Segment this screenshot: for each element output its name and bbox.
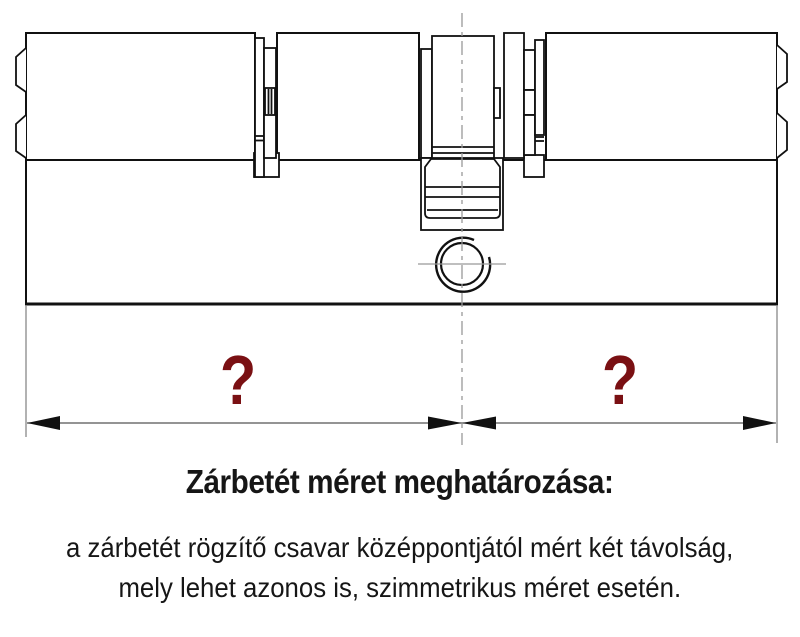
left-pin-divider bbox=[254, 38, 279, 177]
left-dimension-question-mark: ? bbox=[219, 341, 257, 419]
right-dimension-question-mark: ? bbox=[601, 341, 639, 419]
right-pin-divider bbox=[504, 33, 544, 177]
caption-line-1: a zárbetét rögzítő csavar középpontjától mért két távolság, bbox=[66, 532, 734, 563]
caption-description bbox=[0, 528, 800, 608]
caption-line-2: mely lehet azonos is, szimmetrikus méret esetén. bbox=[118, 572, 682, 603]
extension-lines bbox=[26, 305, 777, 443]
left-mounting-lugs-icon bbox=[16, 48, 26, 158]
right-mounting-lugs-icon bbox=[777, 45, 787, 158]
page-title bbox=[0, 461, 800, 503]
page-title-text: Zárbetét méret meghatározása: bbox=[186, 463, 614, 500]
cylinder-body bbox=[26, 33, 777, 304]
